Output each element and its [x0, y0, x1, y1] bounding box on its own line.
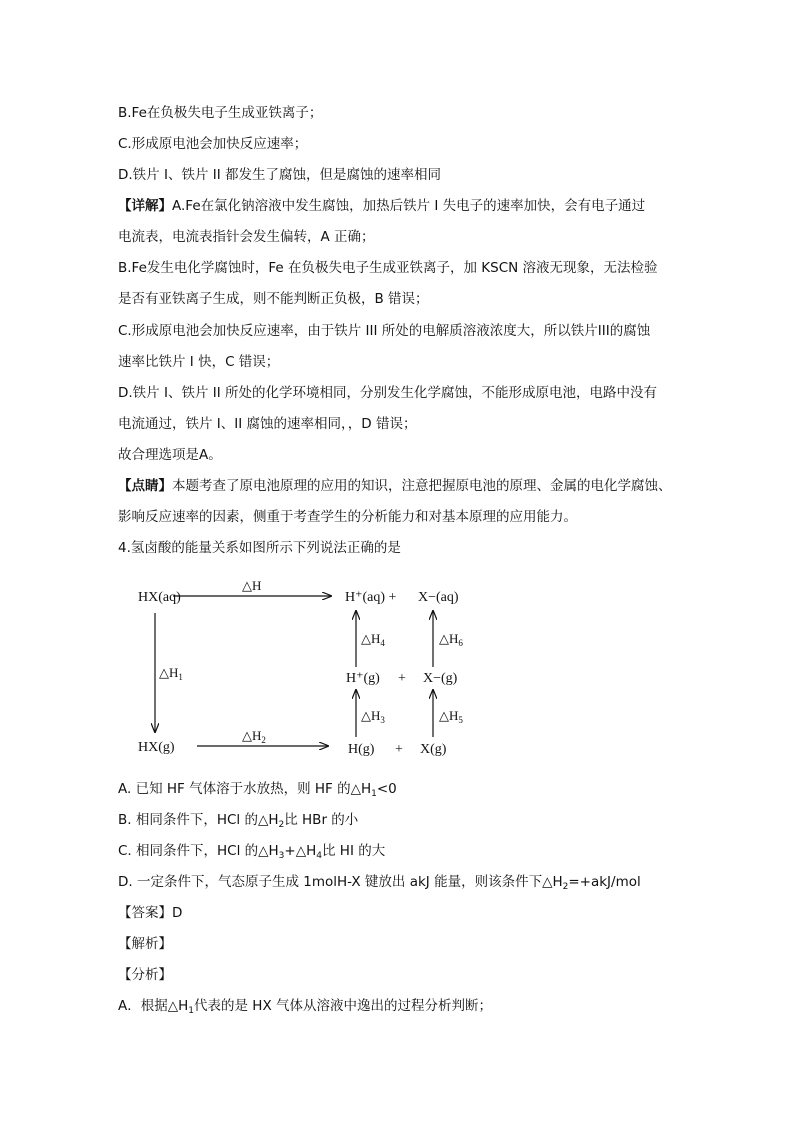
- q4-option-d: D. 一定条件下，气态原子生成 1molH-X 键放出 akJ 能量，则该条件下$\triangle H_2=+akJ$/mol: [118, 874, 641, 892]
- detail-a-line1: [118, 197, 645, 215]
- ions-aq-x-label: X−(aq): [418, 590, 459, 605]
- q4-analysis-sub-tag: 【分析】: [118, 967, 172, 983]
- detail-conclusion: 故合理选项是A。: [118, 447, 222, 463]
- q4-option-b: B. 相同条件下，HCl 的$\triangle H_2$比 HBr 的小: [118, 812, 359, 830]
- hx-g-label: HX(g): [138, 740, 175, 755]
- atom-x-label: X(g): [420, 742, 447, 757]
- q4-analysis-tag: 【解析】: [118, 936, 172, 952]
- dh4-label: $\triangle H_4$: [361, 631, 385, 648]
- ions-g-plus: +: [398, 671, 406, 686]
- ions-aq-h-label: H⁺(aq) +: [345, 590, 397, 605]
- detail-a-line2: 电流表，电流表指针会发生偏转，A 正确；: [118, 229, 375, 245]
- dh5-label: $\triangle H_5$: [439, 708, 463, 725]
- dh3-label: $\triangle H_3$: [361, 708, 385, 725]
- option-d-prev: D.铁片 I、铁片 II 都发生了腐蚀，但是腐蚀的速率相同: [118, 167, 442, 183]
- dh6-label: $\triangle H_6$: [439, 631, 463, 648]
- detail-d-line1: D.铁片 I、铁片 II 所处的化学环境相同，分别发生化学腐蚀，不能形成原电池，电路中没有: [118, 385, 658, 401]
- detail-c-line2: 速率比铁片 I 快，C 错误；: [118, 354, 280, 370]
- ions-g-x-label: X−(g): [423, 671, 458, 686]
- comment-line2: 影响反应速率的因素，侧重于考查学生的分析能力和对基本原理的应用能力。: [118, 509, 577, 525]
- detail-tag: 【详解】: [118, 198, 172, 214]
- dh2-label: $\triangle H_2$: [242, 728, 266, 745]
- q4-answer: 【答案】D: [118, 905, 183, 921]
- q4-option-a: A. 已知 HF 气体溶于水放热，则 HF 的$\triangle H_1<0$: [118, 781, 397, 799]
- atoms-plus: +: [395, 742, 403, 757]
- dh1-label: $\triangle H_1$: [159, 665, 183, 682]
- ions-g-h-label: H⁺(g): [346, 671, 380, 686]
- comment-text: 本题考查了原电池原理的应用的知识，注意把握原电池的原理、金属的电化学腐蚀、: [172, 478, 672, 494]
- detail-a-text: A.Fe在氯化钠溶液中发生腐蚀，加热后铁片 I 失电子的速率加快，会有电子通过: [172, 198, 646, 214]
- detail-d-line2: 电流通过，铁片 I、II 腐蚀的速率相同，，D 错误；: [118, 416, 417, 432]
- hx-aq-label: HX(aq): [138, 590, 181, 605]
- energy-cycle-diagram: [118, 575, 498, 770]
- atom-h-label: H(g): [348, 742, 375, 757]
- detail-b-line1: B.Fe发生电化学腐蚀时，Fe 在负极失电子生成亚铁离子，加 KSCN 溶液无现象，无法检验: [118, 260, 658, 276]
- option-c-prev: C.形成原电池会加快反应速率；: [118, 136, 308, 152]
- dh-label: △H: [242, 578, 262, 593]
- option-b-prev: B.Fe在负极失电子生成亚铁离子；: [118, 105, 323, 121]
- comment-tag: 【点睛】: [118, 478, 172, 494]
- question4-stem: 4.氢卤酸的能量关系如图所示下列说法正确的是: [118, 540, 401, 556]
- detail-c-line1: C.形成原电池会加快反应速率，由于铁片 III 所处的电解质溶液浓度大，所以铁片III的腐蚀: [118, 323, 651, 339]
- detail-b-line2: 是否有亚铁离子生成，则不能判断正负极，B 错误；: [118, 291, 429, 307]
- q4-analysis-a: A．根据$\triangle H_1$代表的是 HX 气体从溶液中逸出的过程分析判断；: [118, 998, 492, 1016]
- q4-option-c: C. 相同条件下，HCl 的$\triangle H_3+\triangle H_4$比 HI 的大: [118, 843, 386, 861]
- comment-line1: [118, 477, 672, 495]
